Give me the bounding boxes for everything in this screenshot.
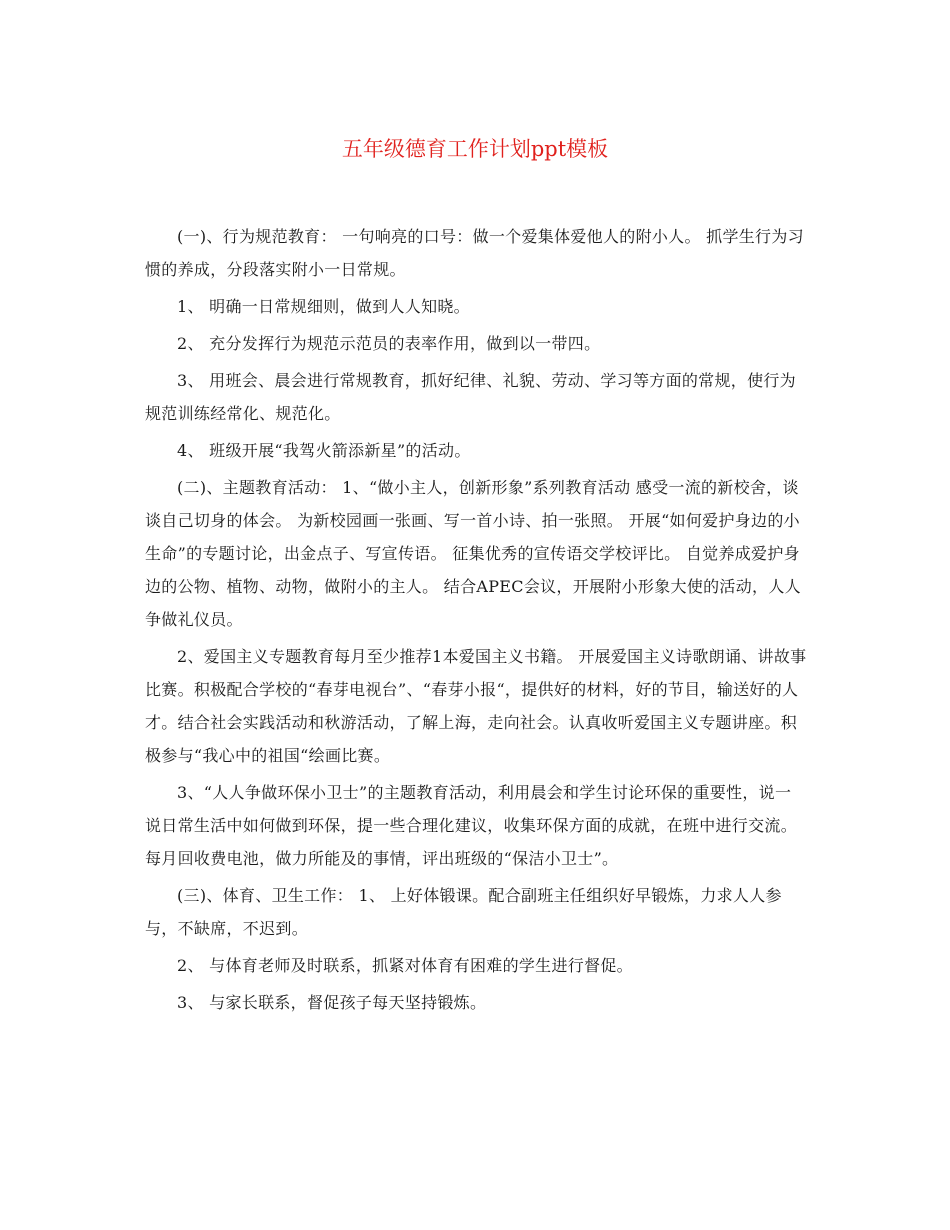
- paragraph-item-4: 4、 班级开展“我驾火箭添新星”的活动。: [177, 441, 471, 460]
- paragraph-theme-education: (二)、主题教育活动： 1、“做小主人，创新形象”系列教育活动 感受一流的新校舍，谈谈自己切身的体会。 为新校园画一张画、写一首小诗、拍一张照。 开展“如何爱护身边的小生命”的专题讨论，出金点子、写宣传语。 征集优秀的宣传语交学校评比。 自觉养成爱护身边的公物、植物、动物，做附小的主人。 结合APEC会议，开展附小形象大使的活动，人人争做礼仪员。: [145, 478, 801, 629]
- paragraph-pe-teacher: 2、 与体育老师及时联系，抓紧对体育有困难的学生进行督促。: [177, 956, 633, 975]
- paragraph-item-2: 2、 充分发挥行为规范示范员的表率作用，做到以一带四。: [177, 334, 601, 353]
- paragraph-item-1: 1、 明确一日常规细则，做到人人知晓。: [177, 297, 470, 316]
- paragraph-item-3: 3、 用班会、晨会进行常规教育，抓好纪律、礼貌、劳动、学习等方面的常规，使行为规范训练经常化、规范化。: [145, 371, 796, 423]
- paragraph-behavior-education: (一)、行为规范教育： 一句响亮的口号：做一个爱集体爱他人的附小人。 抓学生行为习惯的养成，分段落实附小一日常规。: [145, 227, 804, 279]
- paragraph-patriotism: 2、爱国主义专题教育每月至少推荐1本爱国主义书籍。 开展爱国主义诗歌朗诵、讲故事比赛。积极配合学校的“春芽电视台”、“春芽小报“，提供好的材料，好的节目，输送好的人才。结合社会实践活动和秋游活动，了解上海，走向社会。认真收听爱国主义专题讲座。积极参与“我心中的祖国“绘画比赛。: [145, 647, 807, 765]
- paragraph-parents: 3、 与家长联系，督促孩子每天坚持锻炼。: [177, 993, 487, 1012]
- paragraph-environment: 3、“人人争做环保小卫士”的主题教育活动，利用晨会和学生讨论环保的重要性，说一说日常生活中如何做到环保，提一些合理化建议，收集环保方面的成就，在班中进行交流。每月回收费电池，做力所能及的事情，评出班级的“保洁小卫士”。: [145, 783, 798, 868]
- document-body: [145, 220, 807, 1023]
- paragraph-sports-hygiene: (三)、体育、卫生工作： 1、 上好体锻课。配合副班主任组织好早锻炼，力求人人参与，不缺席，不迟到。: [145, 886, 782, 938]
- document-title: 五年级德育工作计划ppt模板: [341, 137, 609, 161]
